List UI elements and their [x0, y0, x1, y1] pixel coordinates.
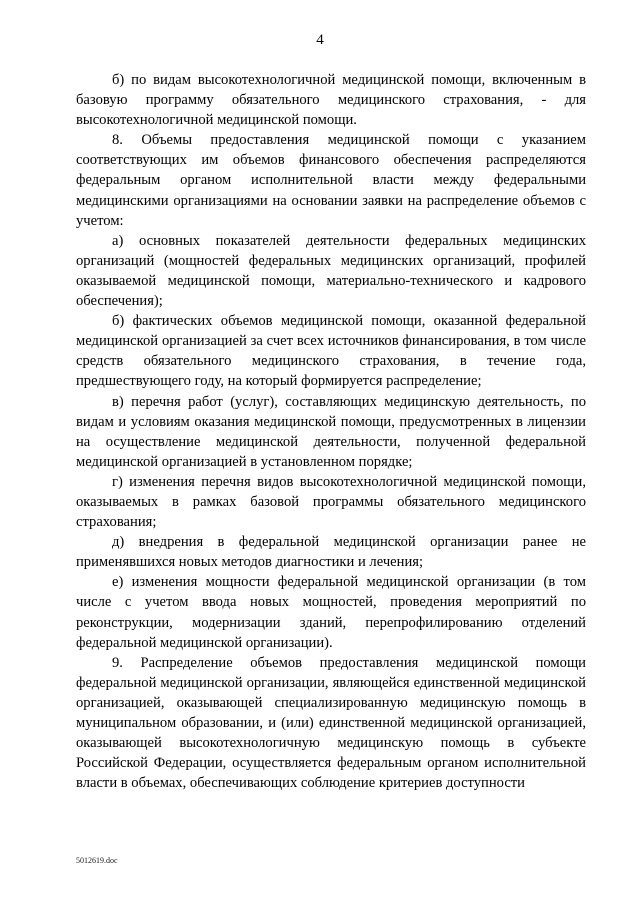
- paragraph-8v: в) перечня работ (услуг), составляющих медицинскую деятельность, по видам и условиям оказания медицинской помощи, предусмотренных в лицензии на осуществление медицинской деятельности, полученной федеральной медицинской организацией в установленном порядке;: [76, 393, 586, 470]
- paragraph-6b: б) по видам высокотехнологичной медицинской помощи, включенным в базовую программу обязательного медицинского страхования, - для высокотехнологичной медицинской помощи.: [76, 72, 586, 129]
- paragraph-9: 9. Распределение объемов предоставления медицинской помощи федеральной медицинской организации, являющейся единственной медицинской организацией, оказывающей специализированную медицинскую помощь в муниципальном образовании, и (или) единственной медицинской организацией, оказывающей высокотехнологичную медицинскую помощь в субъекте Российской Федерации, осуществляется федеральным органом исполнительной власти в объемах, обеспечивающих соблюдение критериев доступности: [76, 654, 586, 792]
- paragraph-8b: б) фактических объемов медицинской помощи, оказанной федеральной медицинской организацией за счет всех источников финансирования, в том числе средств обязательного медицинского страхования, в течение года, предшествующего году, на который формируется распределение;: [76, 313, 586, 390]
- file-name-footer: 5012619.doc: [76, 856, 118, 865]
- paragraph-8a: а) основных показателей деятельности федеральных медицинских организаций (мощностей федеральных медицинских организаций, профилей оказываемой медицинской помощи, материально-технического и кадрового обеспечения);: [76, 232, 586, 310]
- page-number: 4: [316, 32, 324, 48]
- paragraph-8d: д) внедрения в федеральной медицинской организации ранее не применявшихся новых методов диагностики и лечения;: [76, 534, 586, 571]
- paragraph-8e: е) изменения мощности федеральной медицинской организации (в том числе с учетом ввода новых мощностей, проведения мероприятий по реконструкции, модернизации зданий, перепрофилированию отделений федеральной медицинской организации).: [76, 574, 586, 651]
- document-body: [76, 70, 586, 793]
- paragraph-8: 8. Объемы предоставления медицинской помощи с указанием соответствующих им объемов финансового обеспечения распределяются федеральным органом исполнительной власти между федеральными медицинскими организациями на основании заявки на распределение объемов с учетом:: [76, 132, 586, 229]
- paragraph-8g: г) изменения перечня видов высокотехнологичной медицинской помощи, оказываемых в рамках базовой программы обязательного медицинского страхования;: [76, 473, 586, 531]
